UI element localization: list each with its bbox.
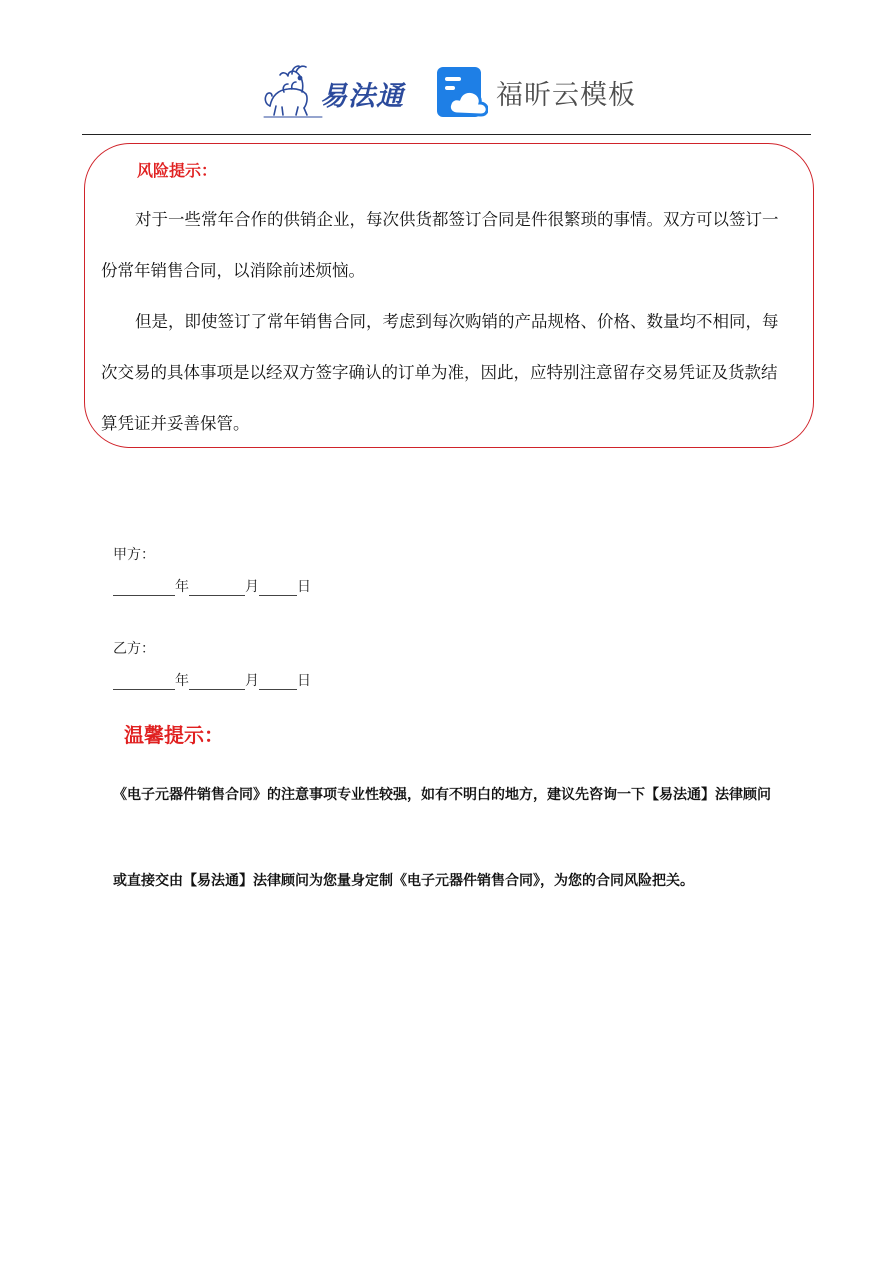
year-label: 年 — [175, 579, 189, 595]
day-label: 日 — [297, 673, 311, 689]
year-blank[interactable] — [113, 675, 175, 690]
party-a-label: 甲方： — [113, 547, 155, 563]
year-label: 年 — [175, 673, 189, 689]
day-blank[interactable] — [259, 675, 297, 690]
month-label: 月 — [245, 673, 259, 689]
risk-notice-box — [84, 143, 814, 448]
party-a-date — [113, 576, 311, 596]
year-blank[interactable] — [113, 581, 175, 596]
fuxin-wordmark: 福昕云模板 — [496, 80, 636, 111]
month-label: 月 — [245, 579, 259, 595]
fuxin-logo — [436, 66, 636, 118]
month-blank[interactable] — [189, 581, 245, 596]
risk-notice-title: 风险提示： — [137, 161, 218, 180]
month-blank[interactable] — [189, 675, 245, 690]
party-b-date — [113, 670, 311, 690]
risk-paragraph-1: 对于一些常年合作的供销企业，每次供货都签订合同是件很繁琐的事情。双方可以签订一份常年销售合同，以消除前述烦恼。 — [101, 210, 779, 280]
tips-line-2: 或直接交由【易法通】法律顾问为您量身定制《电子元器件销售合同》，为您的合同风险把关。 — [113, 873, 694, 889]
yifatong-logo — [262, 62, 412, 118]
cloud-document-icon — [436, 66, 488, 118]
page-header — [0, 0, 893, 136]
qilin-icon — [262, 62, 324, 118]
header-divider — [82, 134, 811, 135]
yifatong-wordmark: 易法通 — [320, 81, 404, 112]
day-label: 日 — [297, 579, 311, 595]
tips-title: 温馨提示： — [124, 723, 224, 747]
risk-paragraph-2: 但是，即使签订了常年销售合同，考虑到每次购销的产品规格、价格、数量均不相同，每次交易的具体事项是以经双方签字确认的订单为准，因此，应特别注意留存交易凭证及货款结算凭证并妥善保管。 — [101, 312, 779, 433]
tips-line-1: 《电子元器件销售合同》的注意事项专业性较强，如有不明白的地方，建议先咨询一下【易法通】法律顾问 — [113, 787, 771, 803]
day-blank[interactable] — [259, 581, 297, 596]
party-b-label: 乙方： — [113, 641, 155, 657]
